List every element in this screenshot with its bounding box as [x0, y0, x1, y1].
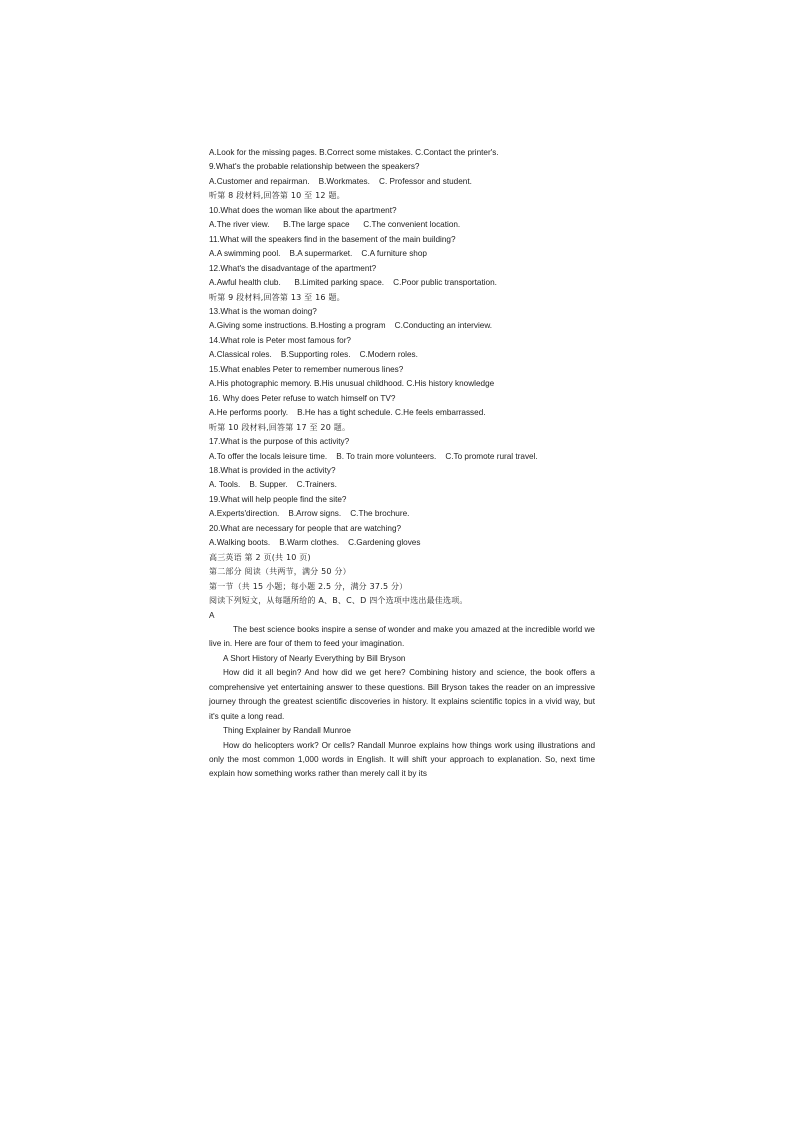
q9-options: A.Customer and repairman. B.Workmates. C. Professor and student. [209, 176, 472, 186]
q14-question: 14.What role is Peter most famous for? [209, 335, 351, 345]
book1-description: How did it all begin? And how did we get here? Combining history and science, the book offers a comprehensive yet entertaining answer to these questions. Bill Bryson takes the reader on an impressive journey through the greatest scientific discoveries in history. It explains scientific topics in a vivid way, but it's quite a long read. [209, 668, 595, 721]
q9-question: 9.What's the probable relationship between the speakers? [209, 162, 420, 172]
passage-intro: The best science books inspire a sense of wonder and make you amazed at the incredible world we live in. Here are four of them to feed your imagination. [209, 624, 595, 649]
q20-options: A.Walking boots. B.Warm clothes. C.Gardening gloves [209, 538, 421, 548]
book2-description: How do helicopters work? Or cells? Randall Munroe explains how things work using illustrations and only the most common 1,000 words in English. It will shift your approach to explanation. So, next time explain how something works rather than merely call it by its [209, 740, 595, 779]
q17-question: 17.What is the purpose of this activity? [209, 437, 350, 447]
q20-question: 20.What are necessary for people that are watching? [209, 523, 402, 533]
section-10-instruction: 听第 10 段材料,回答第 17 至 20 题。 [209, 422, 351, 432]
section-9-instruction: 听第 9 段材料,回答第 13 至 16 题。 [209, 292, 345, 302]
q12-options: A.Awful health club. B.Limited parking space. C.Poor public transportation. [209, 278, 497, 288]
q11-question: 11.What will the speakers find in the basement of the main building? [209, 234, 456, 244]
q12-question: 12.What's the disadvantage of the apartment? [209, 263, 377, 273]
exam-page [209, 146, 595, 782]
section-8-instruction: 听第 8 段材料,回答第 10 至 12 题。 [209, 191, 345, 201]
passage-letter: A [209, 610, 215, 620]
q14-options: A.Classical roles. B.Supporting roles. C.Modern roles. [209, 350, 418, 360]
q18-question: 18.What is provided in the activity? [209, 465, 336, 475]
q13-options: A.Giving some instructions. B.Hosting a program C.Conducting an interview. [209, 321, 493, 331]
book2-title: Thing Explainer by Randall Munroe [223, 726, 351, 736]
reading-section-title: 第一节（共 15 小题；每小题 2.5 分，满分 37.5 分） [209, 581, 408, 591]
q11-options: A.A swimming pool. B.A supermarket. C.A furniture shop [209, 249, 427, 259]
page-footer-label: 高三英语 第 2 页(共 10 页) [209, 552, 311, 562]
q16-question: 16. Why does Peter refuse to watch himself on TV? [209, 393, 396, 403]
q10-options: A.The river view. B.The large space C.The convenient location. [209, 220, 461, 230]
book1-title: A Short History of Nearly Everything by Bill Bryson [223, 653, 406, 663]
q10-question: 10.What does the woman like about the apartment? [209, 205, 397, 215]
q17-options: A.To offer the locals leisure time. B. To train more volunteers. C.To promote rural travel. [209, 451, 538, 461]
q8-options: A.Look for the missing pages. B.Correct some mistakes. C.Contact the printer's. [209, 148, 499, 157]
q16-options: A.He performs poorly. B.He has a tight schedule. C.He feels embarrassed. [209, 408, 486, 418]
reading-instructions: 阅读下列短文，从每题所给的 A、B、C、D 四个选项中选出最佳选项。 [209, 596, 468, 606]
q18-options: A. Tools. B. Supper. C.Trainers. [209, 480, 337, 490]
q15-options: A.His photographic memory. B.His unusual childhood. C.His history knowledge [209, 379, 495, 389]
reading-part-title: 第二部分 阅读（共两节，满分 50 分） [209, 567, 351, 577]
q19-options: A.Experts'direction. B.Arrow signs. C.The brochure. [209, 509, 410, 519]
q15-question: 15.What enables Peter to remember numerous lines? [209, 364, 404, 374]
q13-question: 13.What is the woman doing? [209, 306, 317, 316]
q19-question: 19.What will help people find the site? [209, 494, 347, 504]
